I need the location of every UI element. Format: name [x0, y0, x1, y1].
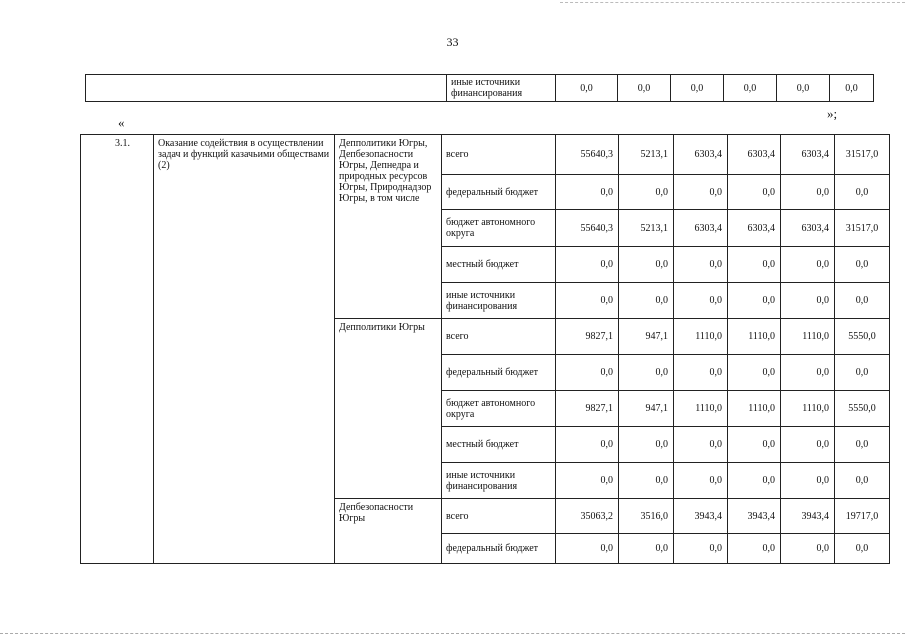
value-cell: 0,0	[728, 283, 781, 319]
value-cell: 0,0	[619, 534, 674, 564]
value-cell: 9827,1	[556, 319, 619, 355]
value-cell: 1110,0	[781, 319, 835, 355]
continued-table	[85, 74, 874, 102]
table-row	[86, 75, 874, 102]
value-cell: 0,0	[835, 355, 890, 391]
executor-cell: Депбезопасности Югры	[335, 499, 442, 564]
row-label: иные источники финансирования	[447, 75, 556, 102]
value-cell: 0,0	[835, 247, 890, 283]
value-cell: 0,0	[781, 534, 835, 564]
value-cell: 0,0	[619, 247, 674, 283]
source-label: федеральный бюджет	[442, 355, 556, 391]
scan-edge-top	[560, 2, 905, 3]
value-cell: 1110,0	[674, 391, 728, 427]
value-cell: 5550,0	[835, 319, 890, 355]
value-cell: 0,0	[619, 427, 674, 463]
source-label: всего	[442, 319, 556, 355]
value-cell: 6303,4	[781, 135, 835, 175]
source-label: иные источники финансирования	[442, 283, 556, 319]
value-cell: 55640,3	[556, 210, 619, 247]
value-cell: 19717,0	[835, 499, 890, 534]
value-cell: 0,0	[619, 463, 674, 499]
value-cell: 0,0	[728, 247, 781, 283]
value-cell: 0,0	[556, 463, 619, 499]
value-cell: 0,0	[781, 463, 835, 499]
value-cell: 0,0	[674, 283, 728, 319]
value-cell: 947,1	[619, 319, 674, 355]
value-cell: 0,0	[556, 247, 619, 283]
value-cell: 3943,4	[674, 499, 728, 534]
source-label: бюджет автономного округа	[442, 391, 556, 427]
value-cell: 947,1	[619, 391, 674, 427]
value-cell: 0,0	[835, 427, 890, 463]
value-cell: 0,0	[781, 175, 835, 210]
value-cell: 35063,2	[556, 499, 619, 534]
value-cell: 0,0	[556, 534, 619, 564]
executor-cell: Депполитики Югры, Депбезопасности Югры, Депнедра и природных ресурсов Югры, Природнадзор Югры, в том числе	[335, 135, 442, 319]
value-cell: 0,0	[830, 75, 874, 102]
value-cell: 0,0	[835, 175, 890, 210]
opening-quote: «	[118, 115, 125, 130]
empty-cell	[86, 75, 447, 102]
source-label: местный бюджет	[442, 247, 556, 283]
item-name: Оказание содействия в осуществлении задач и функций казачьими обществами (2)	[154, 135, 335, 564]
value-cell: 0,0	[835, 534, 890, 564]
value-cell: 0,0	[674, 463, 728, 499]
value-cell: 0,0	[781, 283, 835, 319]
value-cell: 0,0	[728, 427, 781, 463]
value-cell: 9827,1	[556, 391, 619, 427]
value-cell: 0,0	[619, 175, 674, 210]
value-cell: 0,0	[556, 427, 619, 463]
closing-quote: »;	[827, 106, 838, 121]
value-cell: 0,0	[728, 463, 781, 499]
value-cell: 0,0	[556, 175, 619, 210]
value-cell: 3516,0	[619, 499, 674, 534]
source-label: местный бюджет	[442, 427, 556, 463]
source-label: федеральный бюджет	[442, 175, 556, 210]
item-number: 3.1.	[81, 135, 154, 564]
value-cell: 0,0	[728, 175, 781, 210]
value-cell: 1110,0	[728, 391, 781, 427]
value-cell: 6303,4	[728, 135, 781, 175]
source-label: федеральный бюджет	[442, 534, 556, 564]
value-cell: 5213,1	[619, 135, 674, 175]
value-cell: 6303,4	[674, 135, 728, 175]
value-cell: 0,0	[777, 75, 830, 102]
value-cell: 1110,0	[781, 391, 835, 427]
value-cell: 6303,4	[781, 210, 835, 247]
value-cell: 6303,4	[728, 210, 781, 247]
value-cell: 0,0	[674, 175, 728, 210]
value-cell: 0,0	[835, 283, 890, 319]
value-cell: 0,0	[835, 463, 890, 499]
source-label: всего	[442, 499, 556, 534]
value-cell: 0,0	[674, 427, 728, 463]
value-cell: 0,0	[728, 534, 781, 564]
value-cell: 0,0	[619, 355, 674, 391]
value-cell: 0,0	[728, 355, 781, 391]
value-cell: 0,0	[674, 355, 728, 391]
value-cell: 0,0	[619, 283, 674, 319]
value-cell: 3943,4	[781, 499, 835, 534]
value-cell: 55640,3	[556, 135, 619, 175]
source-label: иные источники финансирования	[442, 463, 556, 499]
value-cell: 0,0	[618, 75, 671, 102]
table-row	[81, 135, 890, 175]
value-cell: 3943,4	[728, 499, 781, 534]
source-label: бюджет автономного округа	[442, 210, 556, 247]
value-cell: 5213,1	[619, 210, 674, 247]
page-number: 33	[446, 35, 459, 49]
source-label: всего	[442, 135, 556, 175]
scan-edge-bottom	[0, 633, 905, 634]
value-cell: 0,0	[781, 427, 835, 463]
budget-table-body	[81, 135, 890, 564]
value-cell: 0,0	[556, 283, 619, 319]
value-cell: 0,0	[556, 355, 619, 391]
value-cell: 1110,0	[728, 319, 781, 355]
value-cell: 5550,0	[835, 391, 890, 427]
value-cell: 0,0	[671, 75, 724, 102]
value-cell: 0,0	[674, 534, 728, 564]
value-cell: 0,0	[781, 355, 835, 391]
value-cell: 0,0	[556, 75, 618, 102]
value-cell: 1110,0	[674, 319, 728, 355]
value-cell: 6303,4	[674, 210, 728, 247]
value-cell: 31517,0	[835, 210, 890, 247]
value-cell: 31517,0	[835, 135, 890, 175]
executor-cell: Депполитики Югры	[335, 319, 442, 499]
value-cell: 0,0	[674, 247, 728, 283]
value-cell: 0,0	[781, 247, 835, 283]
value-cell: 0,0	[724, 75, 777, 102]
budget-table	[80, 134, 890, 564]
